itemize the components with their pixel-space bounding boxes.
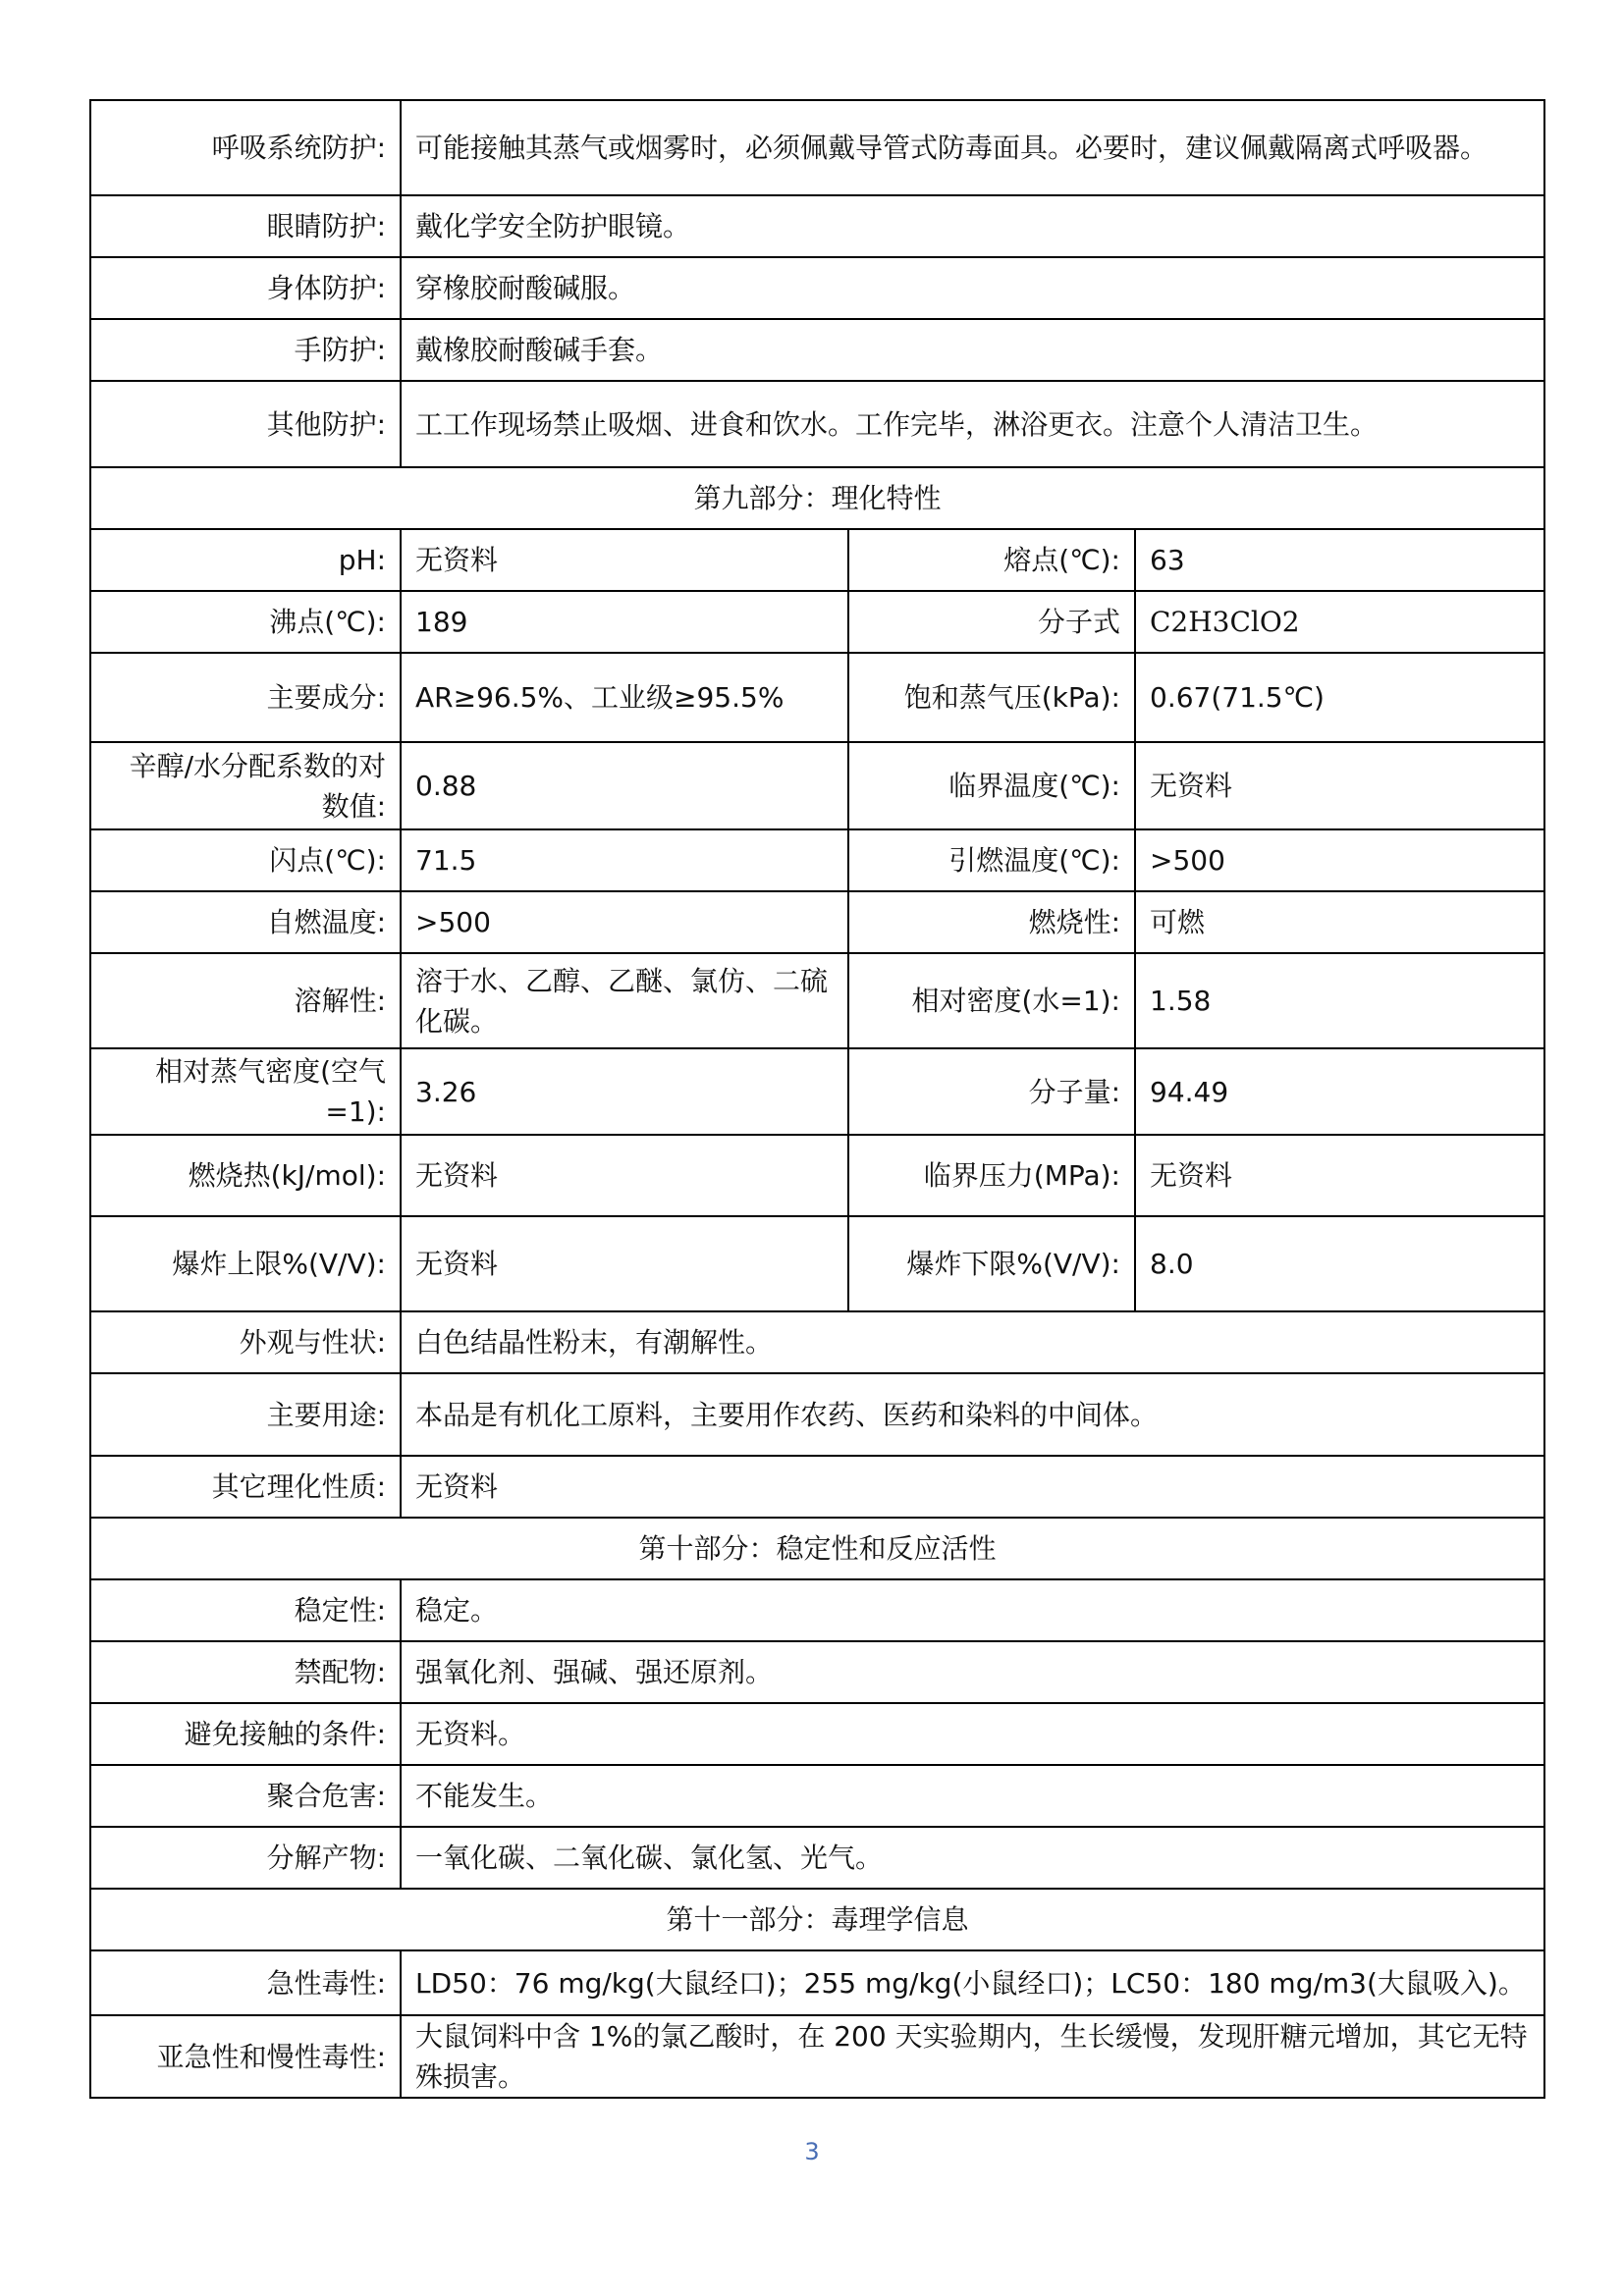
property-label: 辛醇/水分配系数的对数值:: [90, 742, 401, 829]
respiratory-protection-row: [90, 100, 1544, 195]
property-row: [90, 953, 1544, 1048]
hand-protection-value: 戴橡胶耐酸碱手套。: [401, 319, 1544, 381]
property-value: 1.58: [1135, 953, 1544, 1048]
molecular-formula-value: C2H3ClO2: [1135, 591, 1544, 653]
other-properties-row: [90, 1456, 1544, 1518]
section9-title: 第九部分：理化特性: [90, 467, 1544, 529]
stability-row: [90, 1579, 1544, 1641]
polymerization-hazard-label: 聚合危害:: [90, 1765, 401, 1827]
property-value: 溶于水、乙醇、乙醚、氯仿、二硫化碳。: [401, 953, 848, 1048]
property-row: [90, 829, 1544, 891]
acute-toxicity-row: [90, 1950, 1544, 2015]
property-label: 分子量:: [848, 1048, 1135, 1135]
property-label: 燃烧性:: [848, 891, 1135, 953]
other-properties-label: 其它理化性质:: [90, 1456, 401, 1518]
property-value: 无资料: [1135, 742, 1544, 829]
hand-protection-label: 手防护:: [90, 319, 401, 381]
property-value: 无资料: [401, 529, 848, 591]
property-row: [90, 891, 1544, 953]
property-label: 临界压力(MPa):: [848, 1135, 1135, 1216]
hand-protection-row: [90, 319, 1544, 381]
property-label: 沸点(℃):: [90, 591, 401, 653]
property-value: >500: [1135, 829, 1544, 891]
property-row: [90, 653, 1544, 742]
property-row: [90, 1135, 1544, 1216]
incompatible-materials-label: 禁配物:: [90, 1641, 401, 1703]
property-value: 8.0: [1135, 1216, 1544, 1311]
property-value: AR≥96.5%、工业级≥95.5%: [401, 653, 848, 742]
property-value: 71.5: [401, 829, 848, 891]
main-use-value: 本品是有机化工原料，主要用作农药、医药和染料的中间体。: [401, 1373, 1544, 1456]
eye-protection-row: [90, 195, 1544, 257]
property-label: 引燃温度(℃):: [848, 829, 1135, 891]
stability-value: 稳定。: [401, 1579, 1544, 1641]
polymerization-hazard-value: 不能发生。: [401, 1765, 1544, 1827]
property-label: 熔点(℃):: [848, 529, 1135, 591]
body-protection-row: [90, 257, 1544, 319]
other-protection-row: [90, 381, 1544, 467]
body-protection-label: 身体防护:: [90, 257, 401, 319]
chronic-toxicity-row: [90, 2015, 1544, 2098]
main-use-label: 主要用途:: [90, 1373, 401, 1456]
appearance-value: 白色结晶性粉末，有潮解性。: [401, 1311, 1544, 1373]
decomposition-products-row: [90, 1827, 1544, 1889]
property-label: 爆炸上限%(V/V):: [90, 1216, 401, 1311]
property-row: [90, 1048, 1544, 1135]
property-value: 可燃: [1135, 891, 1544, 953]
conditions-to-avoid-row: [90, 1703, 1544, 1765]
property-row: [90, 529, 1544, 591]
property-label: 饱和蒸气压(kPa):: [848, 653, 1135, 742]
property-label: 相对密度(水=1):: [848, 953, 1135, 1048]
property-value: 189: [401, 591, 848, 653]
incompatible-materials-value: 强氧化剂、强碱、强还原剂。: [401, 1641, 1544, 1703]
acute-toxicity-value: LD50：76 mg/kg(大鼠经口)；255 mg/kg(小鼠经口)；LC50：180 mg/m3(大鼠吸入)。: [401, 1950, 1544, 2015]
main-use-row: [90, 1373, 1544, 1456]
property-value: 无资料: [1135, 1135, 1544, 1216]
property-label: 溶解性:: [90, 953, 401, 1048]
property-label: 自燃温度:: [90, 891, 401, 953]
body-protection-value: 穿橡胶耐酸碱服。: [401, 257, 1544, 319]
property-label: 燃烧热(kJ/mol):: [90, 1135, 401, 1216]
incompatible-materials-row: [90, 1641, 1544, 1703]
conditions-to-avoid-label: 避免接触的条件:: [90, 1703, 401, 1765]
appearance-label: 外观与性状:: [90, 1311, 401, 1373]
section11-header-row: [90, 1889, 1544, 1950]
acute-toxicity-label: 急性毒性:: [90, 1950, 401, 2015]
polymerization-hazard-row: [90, 1765, 1544, 1827]
property-value: 无资料: [401, 1216, 848, 1311]
chronic-toxicity-label: 亚急性和慢性毒性:: [90, 2015, 401, 2098]
property-value: 0.88: [401, 742, 848, 829]
property-row: [90, 1216, 1544, 1311]
msds-table: [89, 99, 1545, 2099]
conditions-to-avoid-value: 无资料。: [401, 1703, 1544, 1765]
section11-title: 第十一部分：毒理学信息: [90, 1889, 1544, 1950]
page-number: 3: [804, 2138, 820, 2165]
stability-label: 稳定性:: [90, 1579, 401, 1641]
eye-protection-label: 眼睛防护:: [90, 195, 401, 257]
property-value: >500: [401, 891, 848, 953]
property-row: [90, 742, 1544, 829]
decomposition-products-value: 一氧化碳、二氧化碳、氯化氢、光气。: [401, 1827, 1544, 1889]
other-properties-value: 无资料: [401, 1456, 1544, 1518]
property-label: 爆炸下限%(V/V):: [848, 1216, 1135, 1311]
property-label: 临界温度(℃):: [848, 742, 1135, 829]
section9-header-row: [90, 467, 1544, 529]
chronic-toxicity-value: 大鼠饲料中含 1%的氯乙酸时，在 200 天实验期内，生长缓慢，发现肝糖元增加，其它无特殊损害。: [401, 2015, 1544, 2098]
property-row: [90, 591, 1544, 653]
property-label: 闪点(℃):: [90, 829, 401, 891]
other-protection-value: 工工作现场禁止吸烟、进食和饮水。工作完毕，淋浴更衣。注意个人清洁卫生。: [401, 381, 1544, 467]
property-label: pH:: [90, 529, 401, 591]
property-label: 主要成分:: [90, 653, 401, 742]
eye-protection-value: 戴化学安全防护眼镜。: [401, 195, 1544, 257]
property-label: 相对蒸气密度(空气=1):: [90, 1048, 401, 1135]
property-label: 分子式: [848, 591, 1135, 653]
appearance-row: [90, 1311, 1544, 1373]
property-value: 3.26: [401, 1048, 848, 1135]
decomposition-products-label: 分解产物:: [90, 1827, 401, 1889]
property-value: 0.67(71.5℃): [1135, 653, 1544, 742]
property-value: 63: [1135, 529, 1544, 591]
section10-header-row: [90, 1518, 1544, 1579]
section10-title: 第十部分：稳定性和反应活性: [90, 1518, 1544, 1579]
property-value: 无资料: [401, 1135, 848, 1216]
respiratory-protection-value: 可能接触其蒸气或烟雾时，必须佩戴导管式防毒面具。必要时，建议佩戴隔离式呼吸器。: [401, 100, 1544, 195]
other-protection-label: 其他防护:: [90, 381, 401, 467]
respiratory-protection-label: 呼吸系统防护:: [90, 100, 401, 195]
property-value: 94.49: [1135, 1048, 1544, 1135]
